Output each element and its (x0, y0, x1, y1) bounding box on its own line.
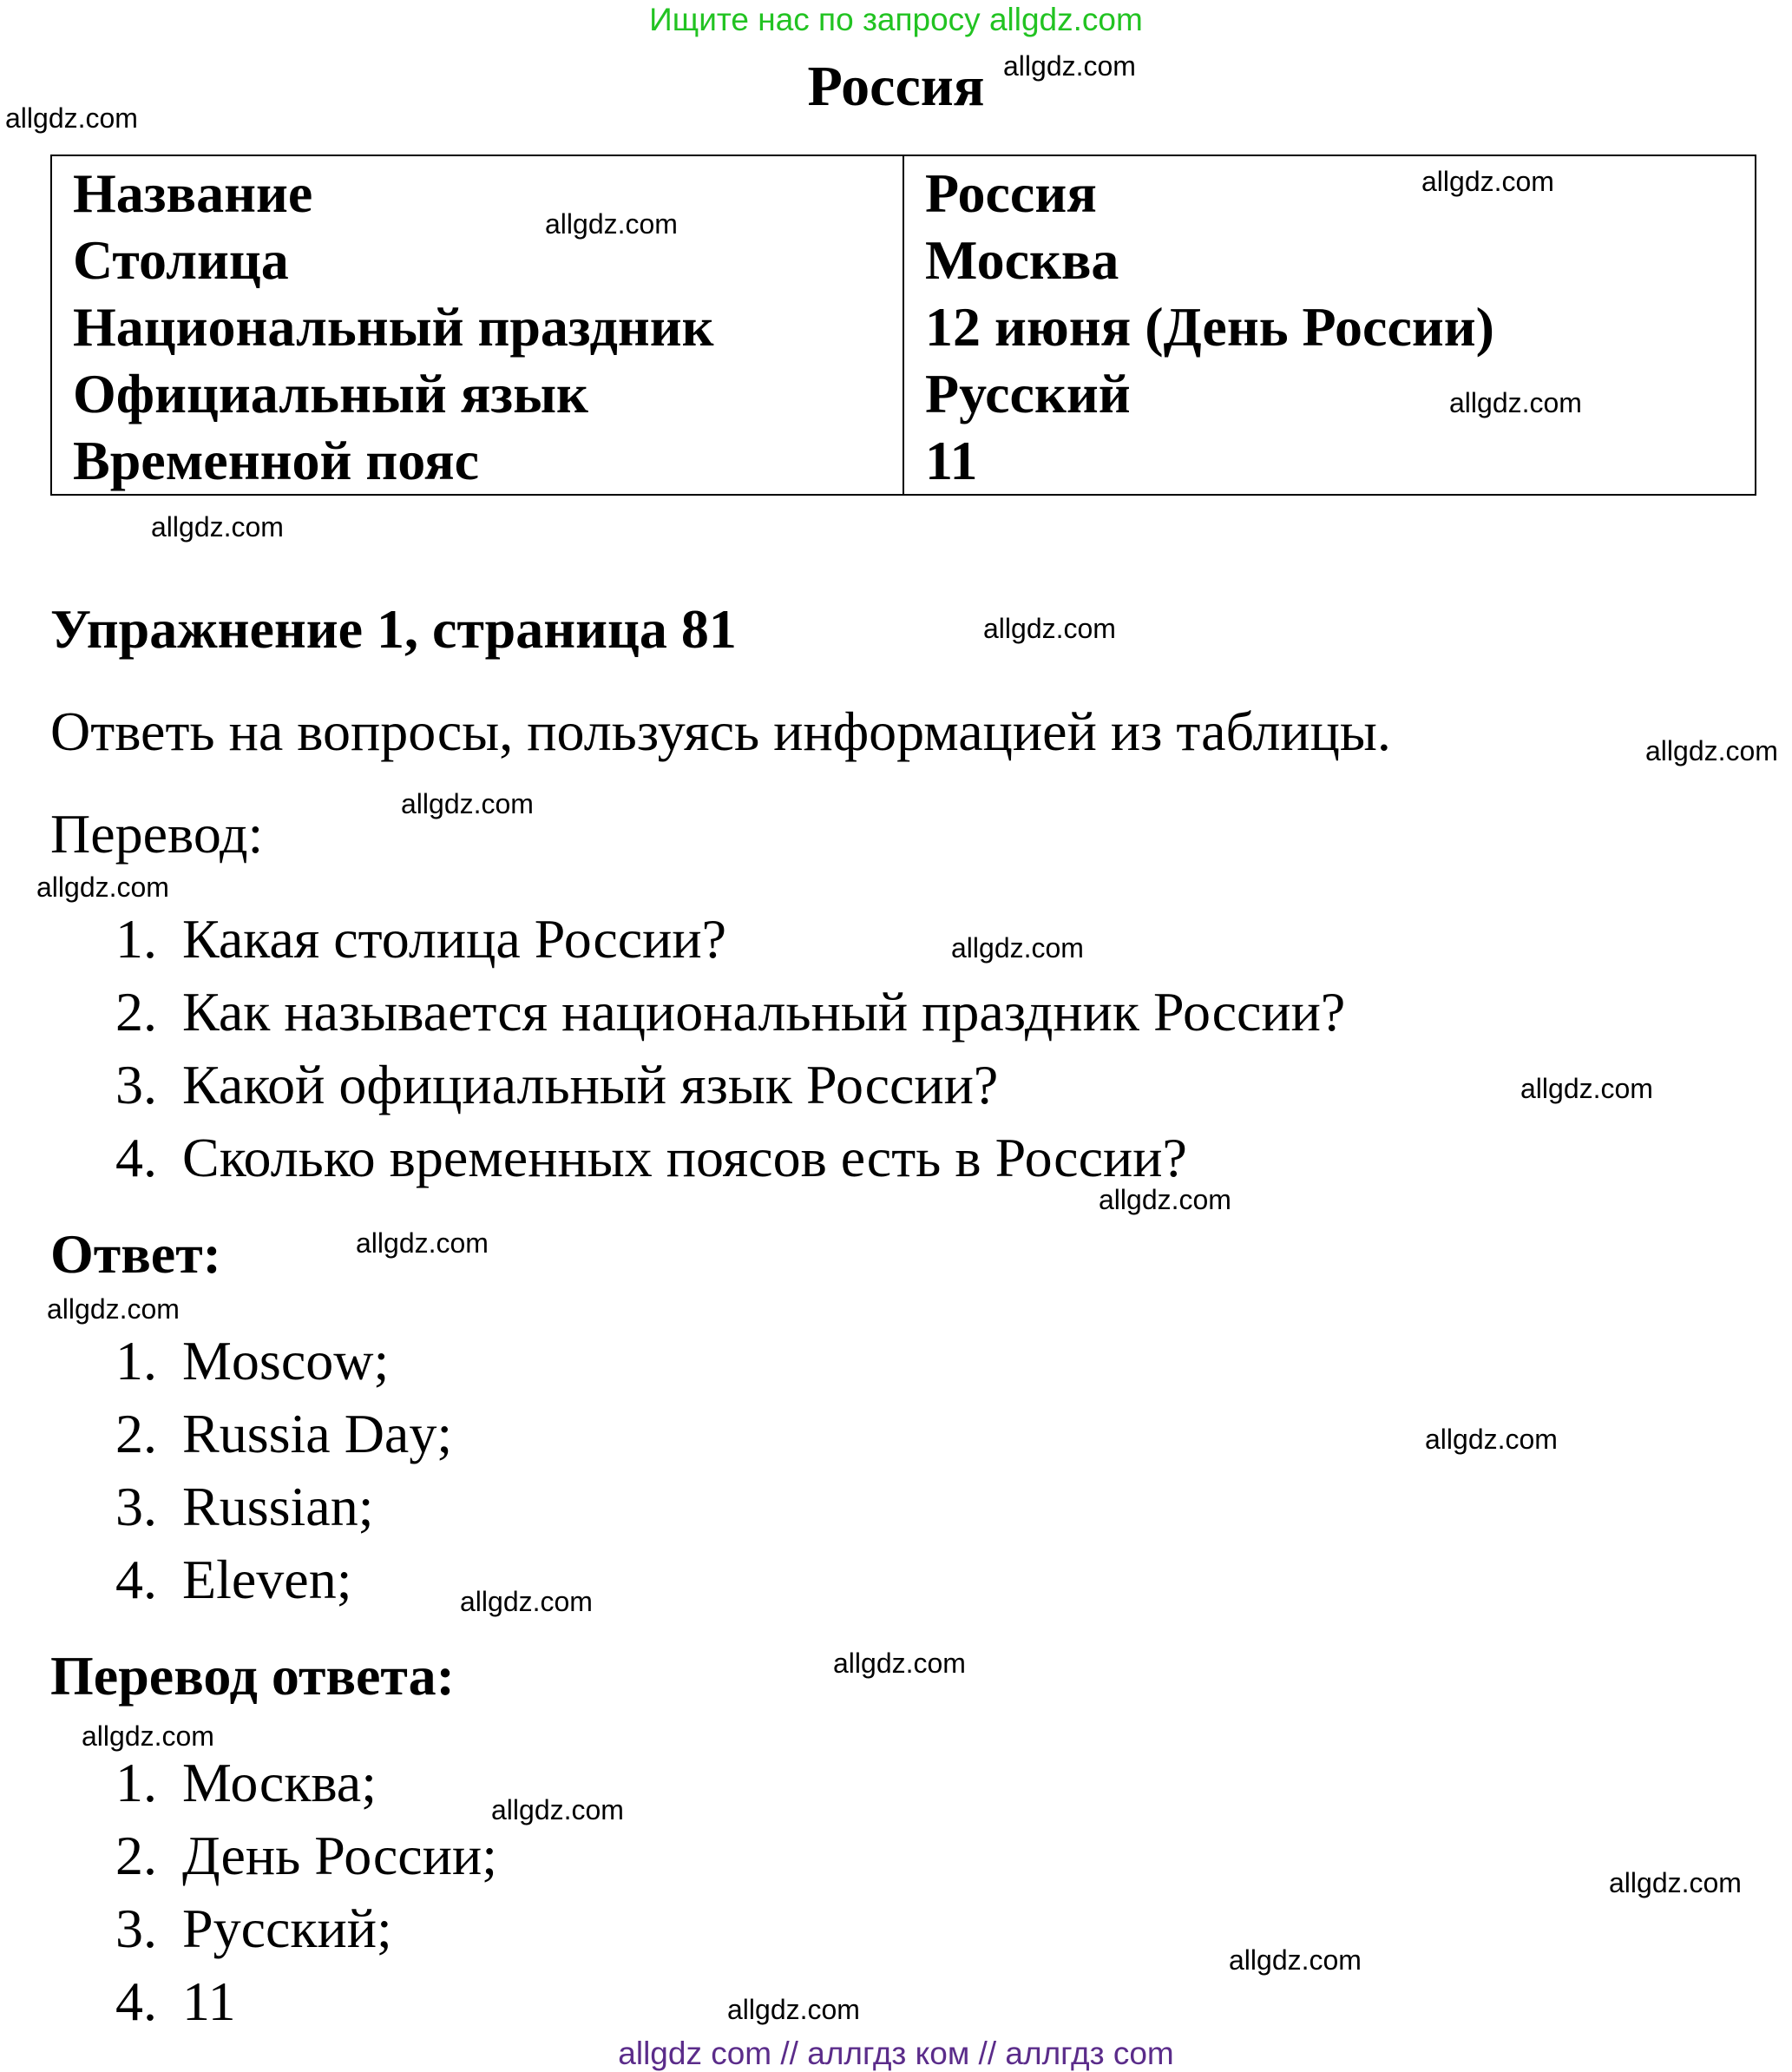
watermark: allgdz.com (1099, 1184, 1231, 1215)
page-title: Россия (807, 55, 985, 118)
item-text: Moscow; (182, 1330, 390, 1391)
list-item (0, 1965, 497, 2038)
list-item (0, 1325, 452, 1398)
footer-links[interactable]: allgdz com // аллгдз ком // аллгдз com (618, 2036, 1174, 2071)
watermark: allgdz.com (983, 613, 1116, 644)
list-item (0, 1398, 452, 1470)
table-labels-cell (51, 155, 903, 495)
value-name: Россия (925, 162, 1097, 224)
list-item (0, 1892, 497, 1965)
watermark: allgdz.com (727, 1994, 860, 2025)
list-item (0, 1049, 1345, 1122)
label-capital: Столица (73, 229, 289, 291)
watermark: allgdz.com (1520, 1073, 1653, 1104)
watermark: allgdz.com (1229, 1944, 1362, 1976)
watermark: allgdz.com (460, 1586, 593, 1617)
item-text: Eleven; (182, 1549, 352, 1610)
exercise-instruction: Ответь на вопросы, пользуясь информацией из таблицы. (50, 701, 1391, 762)
watermark: allgdz.com (82, 1720, 214, 1752)
watermark: allgdz.com (1421, 166, 1554, 197)
item-text: Москва; (182, 1752, 377, 1813)
item-number: 1. (115, 1330, 157, 1391)
item-text: День России; (182, 1825, 497, 1886)
list-item (0, 1543, 452, 1616)
value-capital: Москва (925, 229, 1119, 291)
questions-list (0, 903, 1345, 1194)
watermark: allgdz.com (1645, 735, 1778, 766)
label-timezone: Временной пояс (73, 430, 479, 491)
answers-list (0, 1325, 452, 1616)
country-info-table (50, 155, 1756, 496)
list-item (0, 1746, 497, 1819)
top-banner[interactable]: Ищите нас по запросу allgdz.com (649, 2, 1143, 37)
watermark: allgdz.com (5, 102, 138, 134)
watermark: allgdz.com (356, 1227, 489, 1259)
item-number: 3. (115, 1054, 157, 1115)
item-number: 3. (115, 1476, 157, 1537)
watermark: allgdz.com (833, 1648, 966, 1679)
item-text: Какая столица России? (182, 908, 727, 970)
label-holiday: Национальный праздник (73, 296, 714, 358)
watermark: allgdz.com (1449, 387, 1582, 418)
translation-label: Перевод: (50, 803, 264, 865)
item-text: Какой официальный язык России? (182, 1054, 999, 1115)
label-name: Название (73, 162, 313, 224)
answer-heading: Ответ: (50, 1223, 221, 1285)
item-text: Сколько временных поясов есть в России? (182, 1127, 1187, 1188)
item-text: Русский; (182, 1898, 392, 1959)
answer-translation-heading: Перевод ответа: (50, 1645, 455, 1707)
list-item (0, 1470, 452, 1543)
item-text: Russian; (182, 1476, 374, 1537)
item-text: Russia Day; (182, 1403, 453, 1464)
list-item (0, 903, 1345, 976)
watermark: allgdz.com (151, 511, 284, 543)
item-number: 1. (115, 1752, 157, 1813)
answer-translations-list (0, 1746, 497, 2038)
watermark: allgdz.com (36, 872, 169, 903)
item-text: 11 (182, 1970, 236, 2032)
watermark: allgdz.com (491, 1794, 624, 1825)
list-item (0, 1819, 497, 1892)
item-number: 4. (115, 1970, 157, 2032)
item-number: 3. (115, 1898, 157, 1959)
item-text: Как называется национальный праздник России? (182, 981, 1346, 1043)
watermark: allgdz.com (47, 1293, 180, 1325)
watermark: allgdz.com (1425, 1424, 1558, 1455)
item-number: 4. (115, 1549, 157, 1610)
watermark: allgdz.com (1003, 50, 1136, 82)
item-number: 1. (115, 908, 157, 970)
table-values-cell (903, 155, 1756, 495)
watermark: allgdz.com (401, 788, 534, 819)
watermark: allgdz.com (1609, 1867, 1742, 1898)
item-number: 2. (115, 1403, 157, 1464)
watermark: allgdz.com (951, 932, 1084, 964)
value-holiday: 12 июня (День России) (925, 296, 1494, 358)
label-language: Официальный язык (73, 363, 588, 424)
item-number: 2. (115, 1825, 157, 1886)
value-timezone: 11 (925, 430, 978, 491)
value-language: Русский (925, 363, 1131, 424)
item-number: 4. (115, 1127, 157, 1188)
item-number: 2. (115, 981, 157, 1043)
list-item (0, 976, 1345, 1049)
exercise-title: Упражнение 1, страница 81 (50, 598, 737, 660)
watermark: allgdz.com (545, 208, 678, 240)
